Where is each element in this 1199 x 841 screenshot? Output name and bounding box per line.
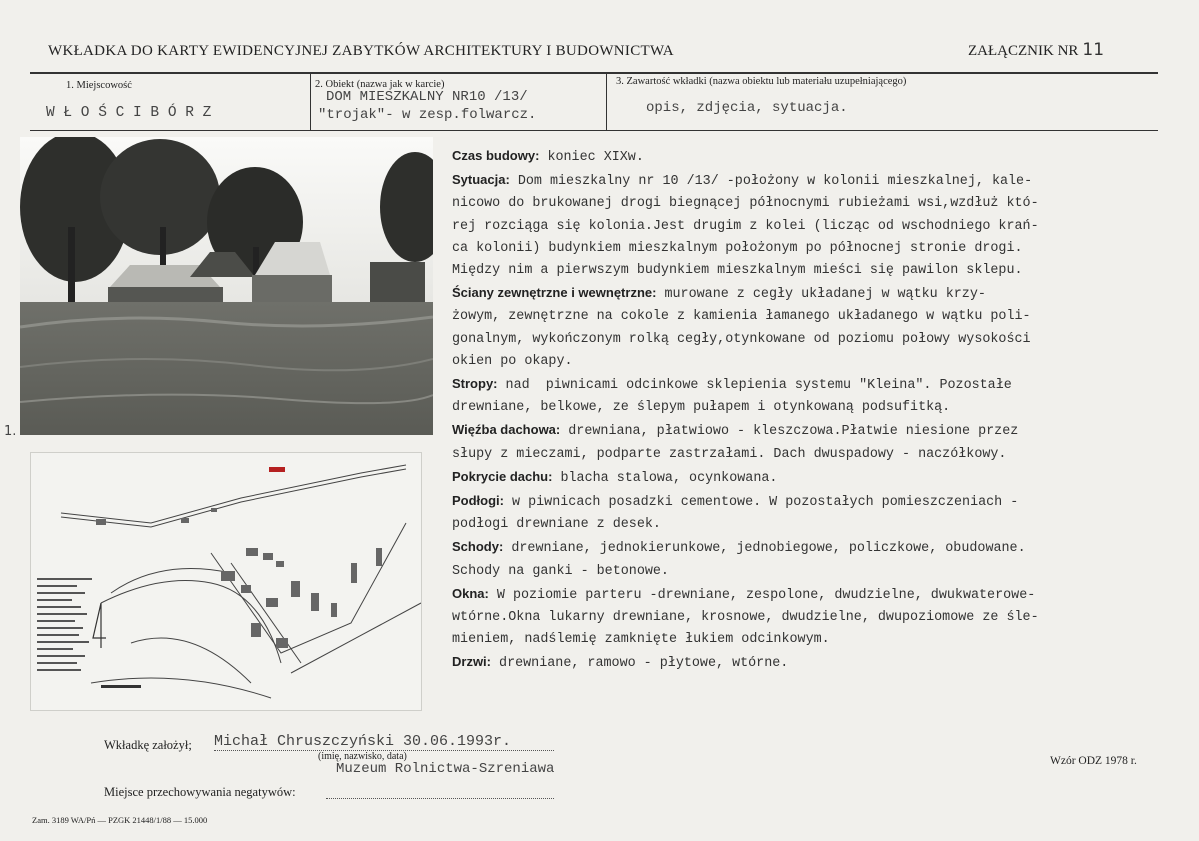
description-heading: Okna:	[452, 585, 489, 601]
description-content: mieniem, nadślemię zamknięte łukiem odcinkowym.	[452, 632, 830, 648]
place-value: W Ł O Ś C I B Ó R Z	[46, 105, 212, 121]
description-line	[452, 490, 1039, 514]
site-plan-drawing	[31, 453, 421, 710]
north-arrow-icon	[93, 603, 106, 648]
description-line	[452, 216, 1039, 238]
scale-bar	[101, 685, 141, 688]
description-content: nad piwnicami odcinkowe sklepienia systemu "Kleina". Pozostałe	[497, 378, 1012, 394]
description-heading: Schody:	[452, 539, 504, 555]
description-content: blacha stalowa, ocynkowana.	[552, 470, 778, 486]
description-content: koniec XIXw.	[539, 150, 644, 165]
object-value-line1: DOM MIESZKALNY NR10 /13/	[326, 89, 528, 105]
description-line	[452, 651, 1039, 675]
description-line	[452, 607, 1039, 629]
description-content: ca kolonii) budynkiem mieszkalnym położonym po północnej stronie drogi.	[452, 240, 1023, 256]
description-line	[452, 145, 1039, 169]
description-text	[452, 145, 1039, 676]
object-value-line2: "trojak"- w zesp.folwarcz.	[318, 107, 537, 123]
description-content: rej rozciąga się kolonia.Jest drugim z kolei (licząc od wschodniego krań-	[452, 218, 1039, 234]
description-content: murowane z cegły układanej w wątku krzy-	[656, 287, 986, 303]
description-line	[452, 260, 1039, 282]
attachment-label: ZAŁĄCZNIK NR	[968, 43, 1079, 59]
description-content: drewniane, belkowe, ze ślepym pułapem i otynkowaną podsufitką.	[452, 400, 951, 416]
building-marker	[269, 467, 285, 472]
building-photo	[20, 137, 433, 435]
description-content: w piwnicach posadzki cementowe. W pozostałych pomieszczeniach -	[504, 495, 1019, 511]
description-content: W poziomie parteru -drewniane, zespolone, dwudzielne, dwukwaterowe-	[488, 587, 1036, 603]
description-line	[452, 282, 1039, 306]
description-line	[452, 466, 1039, 490]
museum-value: Muzeum Rolnictwa-Szreniawa	[336, 761, 555, 777]
description-heading: Więźba dachowa:	[452, 422, 561, 438]
header-bottom-rule	[30, 130, 1158, 131]
storage-field	[326, 797, 554, 799]
content-value: opis, zdjęcia, sytuacja.	[646, 100, 848, 116]
description-line	[452, 629, 1039, 651]
founder-value: Michał Chruszczyński 30.06.1993r.	[214, 733, 554, 751]
description-content: Dom mieszkalny nr 10 /13/ -położony w kolonii mieszkalnej, kale-	[509, 174, 1033, 190]
description-line	[452, 444, 1039, 466]
founder-caption: (imię, nazwisko, data)	[318, 751, 407, 762]
description-line	[452, 397, 1039, 419]
description-content: drewniane, ramowo - płytowe, wtórne.	[491, 656, 789, 672]
description-line	[452, 238, 1039, 260]
header-top-rule	[30, 72, 1158, 74]
model-label: Wzór ODZ 1978 r.	[1050, 755, 1137, 767]
description-content: nicowo do brukowanej drogi biegnącej północnymi rubieżami wsi,wzdłuż któ-	[452, 196, 1039, 212]
description-content: gonalnym, wykończonym rolką cegły,otynkowane od poziomu połowy wysokości	[452, 331, 1031, 347]
description-heading: Podłogi:	[452, 493, 504, 509]
founder-label: Wkładkę założył;	[104, 738, 192, 752]
attachment-number-value: 11	[1082, 40, 1105, 60]
description-content: podłogi drewniane z desek.	[452, 517, 661, 533]
description-content: wtórne.Okna lukarny drewniane, krosnowe, dwudzielne, dwupoziomowe ze śle-	[452, 610, 1039, 626]
content-label: 3. Zawartość wkładki (nazwa obiektu lub materiału uzupełniającego)	[616, 76, 907, 87]
description-heading: Ściany zewnętrzne i wewnętrzne:	[452, 285, 657, 301]
description-line	[452, 169, 1039, 193]
description-line	[452, 351, 1039, 373]
description-line	[452, 419, 1039, 443]
description-line	[452, 193, 1039, 215]
description-heading: Drzwi:	[452, 654, 491, 670]
description-content: drewniane, jednokierunkowe, jednobiegowe, policzkowe, obudowane.	[503, 541, 1026, 557]
description-content: żowym, zewnętrzne na cokole z kamienia łamanego układanego w wątku poli-	[452, 309, 1031, 325]
place-label: 1. Miejscowość	[66, 80, 132, 91]
photo-index: 1.	[4, 424, 17, 439]
site-plan-map	[30, 452, 422, 711]
description-line	[452, 306, 1039, 328]
description-line	[452, 373, 1039, 397]
description-line	[452, 561, 1039, 583]
description-content: Między nim a pierwszym budynkiem mieszkalnym mieści się pawilon sklepu.	[452, 263, 1023, 279]
description-content: słupy z mieczami, podparte zastrzałami. Dach dwuspadowy - naczółkowy.	[452, 446, 1007, 462]
description-heading: Czas budowy:	[452, 148, 540, 163]
object-label: 2. Obiekt (nazwa jak w karcie)	[315, 79, 445, 90]
description-heading: Stropy:	[452, 376, 498, 392]
field-divider-1	[310, 74, 311, 131]
attachment-number	[968, 40, 1104, 60]
print-info: Zam. 3189 WA/Pń — PZGK 21448/1/88 — 15.000	[32, 815, 208, 825]
description-line	[452, 583, 1039, 607]
description-content: drewniana, płatwiowo - kleszczowa.Płatwie niesione przez	[560, 424, 1019, 440]
building-photo-image	[20, 137, 433, 435]
storage-label: Miejsce przechowywania negatywów:	[104, 785, 296, 799]
form-title: WKŁADKA DO KARTY EWIDENCYJNEJ ZABYTKÓW ARCHITEKTURY I BUDOWNICTWA	[48, 43, 674, 59]
description-content: Schody na ganki - betonowe.	[452, 563, 669, 579]
description-heading: Sytuacja:	[452, 172, 510, 188]
description-heading: Pokrycie dachu:	[452, 468, 553, 484]
description-content: okien po okapy.	[452, 353, 573, 369]
description-line	[452, 514, 1039, 536]
field-divider-2	[606, 74, 607, 131]
description-line	[452, 536, 1039, 560]
description-line	[452, 329, 1039, 351]
